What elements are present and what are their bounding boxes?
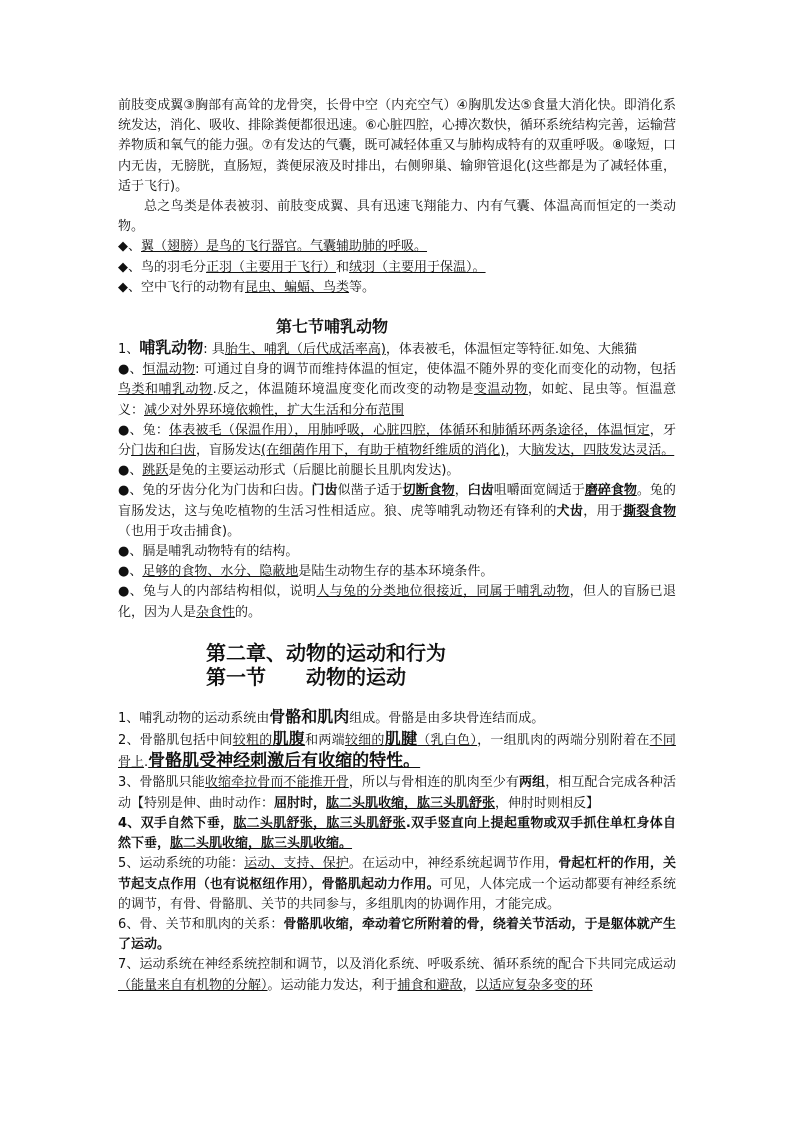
chapter-section-title: 第一节 动物的运动 [206, 664, 406, 689]
circle-bullet-icon: ●、 [118, 544, 143, 560]
bird-summary: 总之鸟类是体表被羽、前肢变成翼、具有迅速飞翔能力、内有气囊、体温高而恒定的一类动物。 [118, 199, 676, 235]
bird-paragraph: 前肢变成翼③胸部有高耸的龙骨突，长骨中空（内充空气）④胸肌发达⑤食量大消化快。即消化系统发达，消化、吸收、排除粪便都很迅速。⑥心脏四腔，心搏次数快，循环系统结构完善，运输营养物质和氧气的能力强。⑦有发达的气囊，既可减轻体重又与肺构成特有的双重呼吸。⑧喙短，口内无齿，无膀胱，直肠短，粪便尿液及时排出，右侧卵巢、输卵管退化(这些都是为了减轻体重，适于飞行)。 [118, 98, 676, 194]
circle-bullet-icon: ●、 [118, 483, 143, 499]
circle-bullet-icon: ●、 [118, 584, 144, 600]
circle-bullet-icon: ●、 [118, 422, 143, 438]
motion-item-1: 1、哺乳动物的运动系统由骨骼和肌肉组成。骨骼是由多块骨连结而成。 [118, 706, 545, 726]
motion-item-7: 7、运动系统在神经系统控制和调节，以及消化系统、呼吸系统、循环系统的配合下共同完成运动（能量来自有机物的分解）。运动能力发达，利于捕食和避敌，以适应复杂多变的环 [118, 957, 676, 993]
mammal-item-3: ●、兔：体表被毛（保温作用），用肺呼吸，心脏四腔，体循环和肺循环两条途径，体温恒定，牙分门齿和臼齿，盲肠发达(在细菌作用下，有助于植物纤维质的消化)，大脑发达，四肢发达灵活。 [118, 422, 676, 459]
document-page [118, 96, 676, 996]
motion-item-3: 3、骨骼肌只能收缩牵拉骨而不能推开骨，所以与骨相连的肌肉至少有两组，相互配合完成各种活动【特别是伸、曲时动作：屈肘时，肱二头肌收缩，肱三头肌舒张，伸肘时则相反】 [118, 775, 676, 811]
mammal-item-1: 1、哺乳动物: 具胎生、哺乳（后代成活率高)，体表被毛，体温恒定等特征.如兔、大熊猫 [118, 338, 638, 358]
motion-item-5: 5、运动系统的功能：运动、支持、保护。在运动中，神经系统起调节作用，骨起杠杆的作用，关节起支点作用（也有说枢纽作用），骨骼肌起动力作用。可见，人体完成一个运动都要有神经系统的调节，有骨、骨骼肌、关节的共同参与，多组肌肉的协调作用，才能完成。 [118, 856, 676, 912]
circle-bullet-icon: ●、 [118, 463, 143, 479]
mammal-item-7: ●、足够的食物、水分、隐蔽地是陆生动物生存的基本环境条件。 [118, 564, 494, 580]
mammal-item-8: ●、兔与人的内部结构相似，说明人与兔的分类地位很接近，同属于哺乳动物，但人的盲肠已退化，因为人是杂食性的。 [118, 584, 676, 620]
mammal-item-4: ●、跳跃是兔的主要运动形式（后腿比前腿长且肌肉发达)。 [118, 463, 460, 479]
motion-item-4: 4、双手自然下垂，肱二头肌舒张，肱三头肌舒张.双手竖直向上提起重物或双手抓住单杠身体自然下垂，肱二头肌收缩，肱三头肌收缩。 [118, 815, 676, 852]
mammal-item-6: ●、膈是哺乳动物特有的结构。 [118, 544, 299, 560]
circle-bullet-icon: ●、 [118, 564, 143, 580]
diamond-bullet-icon: ◆、 [118, 259, 141, 275]
diamond-bullet-icon: ◆、 [118, 239, 141, 255]
mammal-item-5: ●、兔的牙齿分化为门齿和臼齿。门齿似凿子适于切断食物，臼齿咀嚼面宽阔适于磨碎食物。兔的盲肠发达，这与兔吃植物的生活习性相适应。狼、虎等哺乳动物还有锋利的犬齿，用于撕裂食物（也用于攻击捕食)。 [118, 483, 676, 539]
diamond-bullet-icon: ◆、 [118, 279, 141, 295]
bird-bullet-3: ◆、空中飞行的动物有昆虫、蝙蝠、鸟类等。 [118, 279, 376, 295]
section-title-mammal: 第七节哺乳动物 [276, 317, 389, 337]
mammal-item-2: ●、恒温动物: 可通过自身的调节而维持体温的恒定，使体温不随外界的变化而变化的动物，包括鸟类和哺乳动物.反之，体温随环境温度变化而改变的动物是变温动物，如蛇、昆虫等。恒温意义：减少对外界环境依赖性，扩大生活和分布范围 [118, 362, 676, 418]
bird-bullet-1: ◆、翼（翅膀）是鸟的飞行器官。气囊辅助肺的呼吸。 [118, 239, 428, 255]
motion-item-2: 2、骨骼肌包括中间较粗的肌腹和两端较细的肌腱（乳白色），一组肌肉的两端分别附着在不同骨上.骨骼肌受神经刺激后有收缩的特性。 [118, 729, 676, 772]
circle-bullet-icon: ●、 [118, 362, 143, 378]
chapter-title: 第二章、动物的运动和行为 [206, 640, 446, 665]
bird-bullet-2: ◆、鸟的羽毛分正羽（主要用于飞行）和绒羽（主要用于保温）。 [118, 259, 486, 275]
motion-item-6: 6、骨、关节和肌肉的关系：骨骼肌收缩，牵动着它所附着的骨，绕着关节活动，于是躯体就产生了运动。 [118, 916, 676, 953]
